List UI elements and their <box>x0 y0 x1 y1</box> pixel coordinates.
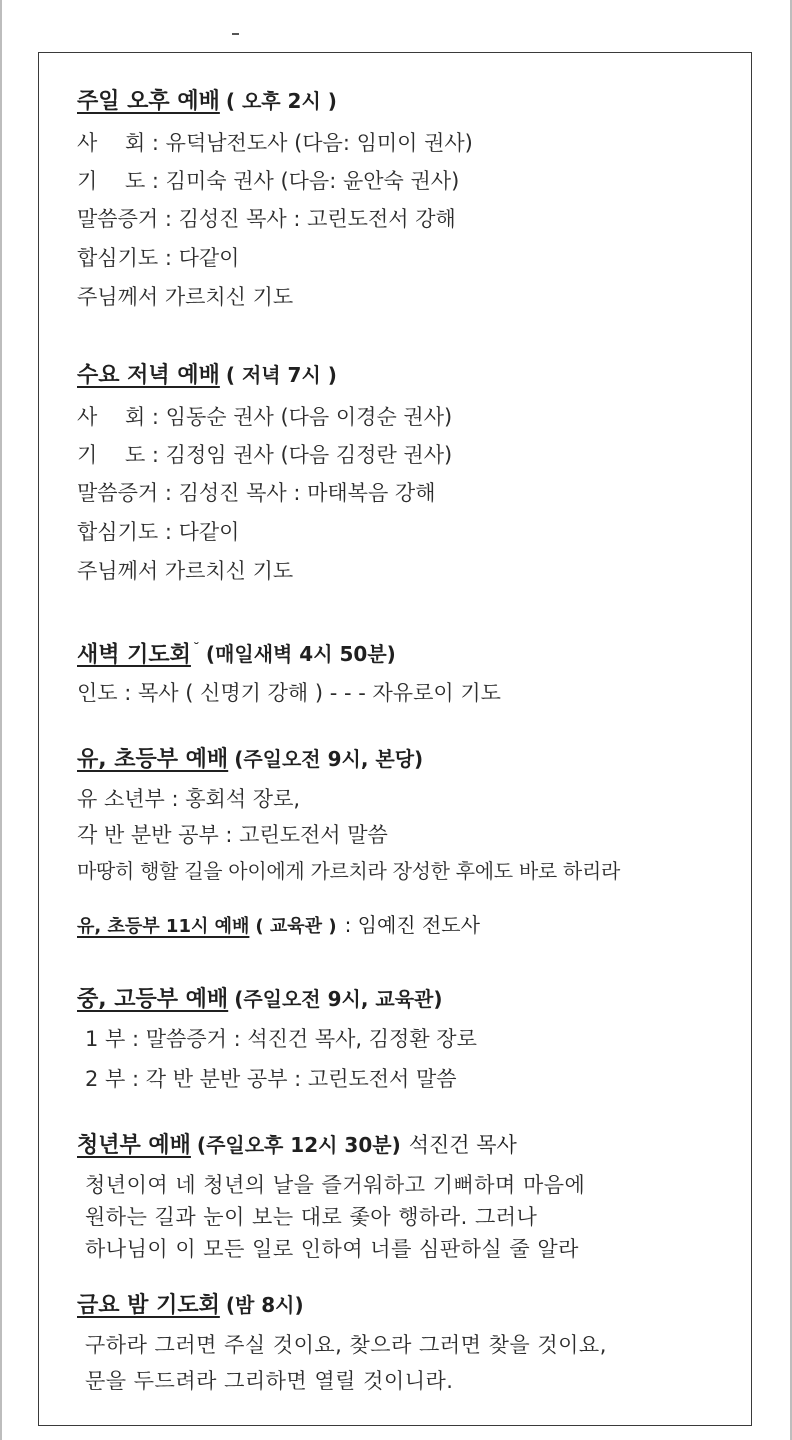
verse-line: 청년이여 네 청년의 날을 즐거워하고 기뻐하며 마음에 <box>85 1173 586 1197</box>
section-heading <box>77 985 442 1014</box>
section-line: 말씀증거 : 김성진 목사 : 고린도전서 강해 <box>77 207 456 231</box>
section-time: (주일오전 9시, 본당) <box>234 747 424 771</box>
section-leader: : 임예진 전도사 <box>344 913 480 937</box>
section-heading <box>77 87 337 116</box>
section-heading <box>77 911 480 941</box>
section-line: 유 소년부 : 홍회석 장로, <box>77 787 301 811</box>
section-title: 청년부 예배 <box>77 1133 191 1158</box>
section-line: 합심기도 : 다같이 <box>77 520 240 544</box>
section-line: 사 회 : 임동순 권사 (다음 이경순 권사) <box>77 405 453 429</box>
verse-line: 하나님이 이 모든 일로 인하여 너를 심판하실 줄 알라 <box>85 1237 579 1261</box>
section-line: 합심기도 : 다같이 <box>77 246 240 270</box>
section-title: 수요 저녁 예배 <box>77 363 220 388</box>
section-line: 사 회 : 유덕남전도사 (다음: 임미이 권사) <box>77 131 473 155</box>
section-heading <box>77 635 396 669</box>
section-title: 주일 오후 예배 <box>77 89 220 114</box>
section-line: 기 도 : 김정임 권사 (다음 김정란 권사) <box>77 443 453 467</box>
section-time: ( 오후 2시 ) <box>225 89 337 113</box>
section-time: ( 저녁 7시 ) <box>225 363 337 387</box>
section-time: ( 교육관 ) <box>255 916 337 937</box>
scan-edge-left <box>0 0 2 1440</box>
section-title: 새벽 기도회 <box>77 642 191 668</box>
section-heading <box>77 1291 304 1320</box>
section-line: 기 도 : 김미숙 권사 (다음: 윤안숙 권사) <box>77 169 460 193</box>
section-time: (주일오전 9시, 교육관) <box>234 987 443 1011</box>
section-line: 2 부 : 각 반 분반 공부 : 고린도전서 말씀 <box>85 1067 457 1091</box>
section-line: 1 부 : 말씀증거 : 석진건 목사, 김정환 장로 <box>85 1027 477 1051</box>
page-mark <box>232 33 239 35</box>
section-title: 유, 초등부 11시 예배 <box>77 916 250 937</box>
section-line: 주님께서 가르치신 기도 <box>77 285 294 309</box>
verse-line: 원하는 길과 눈이 보는 대로 좇아 행하라. 그러나 <box>85 1205 538 1229</box>
section-line: 말씀증거 : 김성진 목사 : 마태복음 강해 <box>77 481 436 505</box>
bulletin-frame <box>38 52 752 1426</box>
section-time: (매일새벽 4시 50분) <box>205 642 396 667</box>
section-title: 금요 밤 기도회 <box>77 1293 220 1318</box>
section-title: 유, 초등부 예배 <box>77 747 229 772</box>
section-time: (밤 8시) <box>225 1293 304 1317</box>
section-heading <box>77 1131 517 1160</box>
section-line: 마땅히 행할 길을 아이에게 가르치라 장성한 후에도 바로 하리라 <box>77 859 620 883</box>
section-time: (주일오후 12시 30분) <box>196 1133 401 1157</box>
verse-line: 구하라 그러면 주실 것이요, 찾으라 그러면 찾을 것이요, <box>85 1333 607 1357</box>
section-line: 주님께서 가르치신 기도 <box>77 559 294 583</box>
section-heading <box>77 361 337 390</box>
section-line: 인도 : 목사 ( 신명기 강해 ) - - - 자유로이 기도 <box>77 681 501 705</box>
section-heading <box>77 745 423 774</box>
section-line: 각 반 분반 공부 : 고린도전서 말씀 <box>77 823 388 847</box>
section-leader: 석진건 목사 <box>408 1133 517 1157</box>
verse-line: 문을 두드려라 그리하면 열릴 것이니라. <box>85 1369 454 1393</box>
section-title: 중, 고등부 예배 <box>77 987 229 1012</box>
tick-mark: ˘ <box>192 641 200 657</box>
